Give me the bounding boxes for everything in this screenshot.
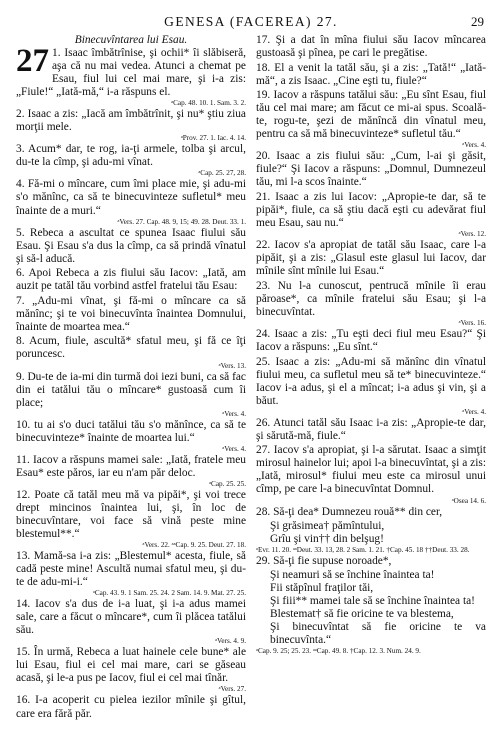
verse [16, 335, 246, 361]
verse [16, 108, 246, 134]
verse-text: 2. Isaac a zis: „Iacă am îmbătrînit, şi nu* ştiu ziua morţii mele. [16, 108, 246, 134]
cross-reference: ᵃVers. 27. Cap. 48. 9, 15; 49. 28. Deut. 33. 1. [117, 217, 246, 226]
verse-text: 15. În urmă, Rebeca a luat hainele cele bune* ale lui Esau, fiul ei cel mai mare, cari se găseau acasă, şi le-a pus pe Iacov, fiul ei cel mai tînăr. [16, 646, 246, 685]
verse-text: 10. tu ai s'o duci tatălui tău s'o mănînce, ca să te binecuvinteze* înainte de moartea lui.“ [16, 418, 246, 444]
verse-text: 16. I-a acoperit cu pielea iezilor mînile şi gîtul, care era fără păr. [16, 694, 246, 720]
cross-reference: ᵃVers. 22. ᵃᵃCap. 9. 25. Deut. 27. 18. [142, 541, 246, 550]
verse-text: 4. Fă-mi o mîncare, cum îmi place mie, şi adu-mi s'o mănînc, ca să te binecuvinteze sufletul* meu înainte de a muri.“ [16, 178, 246, 217]
poem-line: Şi neamuri să se închine înaintea ta! [270, 568, 435, 581]
verse-text: 19. Iacov a răspuns tatălui său: „Eu sînt Esau, fiul tău cel mai mare; am făcut ce mi-ai spus. Scoală-te, rogu-te, şezi de mănîncă din vînatul meu, pentru ca să mă binecuvinteze* sufletul tău.“ [256, 89, 486, 141]
cross-reference: ᵃVers. 4. [222, 444, 246, 453]
cross-reference: ᵃVers. 12. [458, 230, 486, 239]
cross-reference: ᵃCap. 25. 25. [209, 479, 246, 488]
verse: 29. Să-ţi fie supuse noroade*, [256, 554, 392, 567]
cross-reference: ᵃVers. 4. 9. [215, 637, 246, 646]
running-title: GENESA (FACEREA) 27. [164, 14, 338, 29]
left-column [16, 34, 246, 721]
verse [256, 356, 486, 408]
verse-text: 20. Isaac a zis fiului său: „Cum, l-ai şi găsit, fiule?“ Şi Iacov a răspuns: „Domnul, Dumnezeul tău, mi l-a scos înainte.“ [256, 150, 486, 189]
cross-reference: ᵃVers. 4. [462, 407, 486, 416]
poem-block [256, 569, 486, 647]
poem-line: Grîu şi vin†† din belşug! [270, 532, 384, 545]
right-column [256, 34, 486, 721]
verse-text: 28. Să-ţi dea* Dumnezeu rouă** din cer, [256, 505, 443, 518]
chapter-number: 27 [16, 43, 49, 80]
verse-text: 26. Atunci tatăl său Isaac i-a zis: „Apropie-te dar, şi sărută-mă, fiule.“ [256, 416, 486, 442]
verse-text: 6. Apoi Rebeca a zis fiului său Iacov: „Iată, am auzit pe tatăl tău vorbind astfel fratelui tău Esau: [16, 267, 246, 293]
verse [256, 89, 486, 141]
verse-text: 17. Şi a dat în mîna fiului său Iacov mîncarea gustoasă şi pînea, pe cari le pregătise. [256, 34, 486, 60]
cross-reference: ᵃCap. 9. 25; 25. 23. ᵃᵃCap. 49. 8. †Cap. 12. 3. Num. 24. 9. [256, 646, 421, 655]
verse [256, 191, 486, 230]
verse-text: 25. Isaac a zis: „Adu-mi să mănînc din vînatul fiului meu, ca sufletul meu să te* binecuvinteze.“ Iacov i-a adus, şi el a mîncat; i-a adus şi vin, şi a băut. [256, 355, 486, 407]
cross-reference: ᵃCap. 25. 27, 28. [198, 169, 246, 178]
verse [256, 506, 486, 519]
cross-reference: ᵃVers. 16. [458, 318, 486, 327]
poem-line: Şi grăsimea† pămîntului, [270, 519, 385, 532]
two-column-text [16, 34, 486, 721]
poem-block [256, 520, 486, 546]
verse [256, 444, 486, 496]
verse-text: 27. Iacov s'a apropiat, şi l-a sărutat. Isaac a simţit mirosul hainelor lui; apoi l-a binecuvîntat, şi a zis: „Iată, mirosul* fiului meu este ca mirosul unui cîmp, pe care l-a binecuvîntat Domnul. [256, 444, 486, 496]
verse-text: 11. Iacov a răspuns mamei sale: „Iată, fratele meu Esau* este păros, iar eu n'am păr deloc. [16, 453, 246, 479]
verse-text: 5. Rebeca a ascultat ce spunea Isaac fiului său Esau. Şi Esau s'a dus la cîmp, ca să prindă vînatul şi să-l aducă. [16, 226, 246, 265]
cross-reference: ᵃCap. 48. 10. 1. Sam. 3. 2. [171, 99, 246, 108]
verse-text: 23. Nu l-a cunoscut, pentrucă mînile îi erau păroase*, ca mînile fratelui său Esau; şi l-a binecuvîntat. [256, 279, 486, 318]
verse-text: 21. Isaac a zis lui Iacov: „Apropie-te dar, să te pipăi*, fiule, ca să ştiu dacă eşti cu adevărat fiul meu Esau, sau nu.“ [256, 191, 486, 230]
cross-reference: ᵃVers. 27. [218, 685, 246, 694]
verse [16, 646, 246, 685]
verse [16, 419, 246, 445]
verse-text: 18. El a venit la tatăl său, şi a zis: „Tată!“ „Iată-mă“, a zis Isaac. „Cine eşti tu, fiule?“ [256, 61, 486, 87]
verse [256, 280, 486, 319]
section-title: Binecuvîntarea lui Esau. [74, 34, 188, 46]
verse [16, 178, 246, 217]
verse [16, 598, 246, 637]
cross-reference: ᵃEvr. 11. 20. ᵃᵃDeut. 33. 13, 28. 2 Sam. 1. 21. †Cap. 45. 18 ††Deut. 33. 28. [256, 545, 470, 554]
verse-text: 7. „Adu-mi vînat, şi fă-mi o mîncare ca să mănînc; şi te voi binecuvînta înaintea Domnului, înainte de moartea mea.“ [16, 294, 246, 333]
verse [256, 328, 486, 354]
verse [16, 267, 246, 293]
verse [16, 295, 246, 334]
verse [256, 239, 486, 278]
poem-line: Şi binecuvîntat să fie oricine te va binecuvînta.“ [270, 620, 486, 646]
verse [16, 143, 246, 169]
verse [16, 454, 246, 480]
poem-line: Fii stăpînul fraţilor tăi, [270, 581, 374, 594]
poem-line: Blestemat† să fie oricine te va blestema, [270, 607, 454, 620]
cross-reference: ᵃProv. 27. 1. Iac. 4. 14. [180, 134, 246, 143]
verse-text: 9. Du-te de ia-mi din turmă doi iezi buni, ca să fac din ei tatălui tău o mîncare* gustoasă cum îi place; [16, 370, 246, 409]
page-header [16, 14, 486, 34]
verse [256, 150, 486, 189]
verse-text: 24. Isaac a zis: „Tu eşti deci fiul meu Esau?“ Şi Iacov a răspuns: „Eu sînt.“ [256, 327, 486, 353]
verse [16, 694, 246, 720]
cross-reference: ᵃOsea 14. 6. [451, 496, 486, 505]
cross-reference: ᵃVers. 4. [222, 409, 246, 418]
verse-text: 22. Iacov s'a apropiat de tatăl său Isaac, care l-a pipăit, şi a zis: „Glasul este glasul lui Iacov, dar mînile sînt mînile lui Esau.“ [256, 239, 486, 278]
verse-text: 3. Acum* dar, te rog, ia-ţi armele, tolba şi arcul, du-te la cîmp, şi adu-mi vînat. [16, 143, 246, 169]
verse-text: 12. Poate că tatăl meu mă va pipăi*, şi voi trece drept mincinos înaintea lui, şi, în loc de binecuvîntare, voi face să vină peste mine blestemul**.“ [16, 488, 246, 540]
page-number: 29 [471, 14, 484, 29]
verse [256, 62, 486, 88]
verse [16, 227, 246, 266]
verse [256, 34, 486, 60]
verse [16, 371, 246, 410]
verse-text: 13. Mamă-sa i-a zis: „Blestemul* acesta, fiule, să cadă peste mine! Ascultă numai sfatul meu, şi du-te de adu-mi-i.“ [16, 550, 246, 589]
verse [16, 489, 246, 541]
poem-line: Şi fiii** mamei tale să se închine înaintea ta! [270, 594, 475, 607]
verse-text: 1. Isaac îmbătrînise, şi ochii* îi slăbiseră, aşa că nu mai vedea. Atunci a chemat pe Esau, fiul lui cel mai mare, şi i-a zis: „Fiule!“ „Iată-mă,“ i-a răspuns el. [16, 47, 246, 99]
verse-text: 14. Iacov s'a dus de i-a luat, şi i-a adus mamei sale, care a făcut o mîncare*, cum îi plăcea tatălui său. [16, 598, 246, 637]
cross-reference: ᵃCap. 43. 9. 1 Sam. 25. 24. 2 Sam. 14. 9. Mat. 27. 25. [92, 589, 246, 598]
verse-text: 8. Acum, fiule, ascultă* sfatul meu, şi fă ce îţi poruncesc. [16, 335, 246, 361]
verse [256, 417, 486, 443]
cross-reference: ᵃVers. 13. [218, 361, 246, 370]
first-verse-block [16, 43, 246, 108]
cross-reference: ᵃVers. 4. [462, 141, 486, 150]
verse [16, 550, 246, 589]
